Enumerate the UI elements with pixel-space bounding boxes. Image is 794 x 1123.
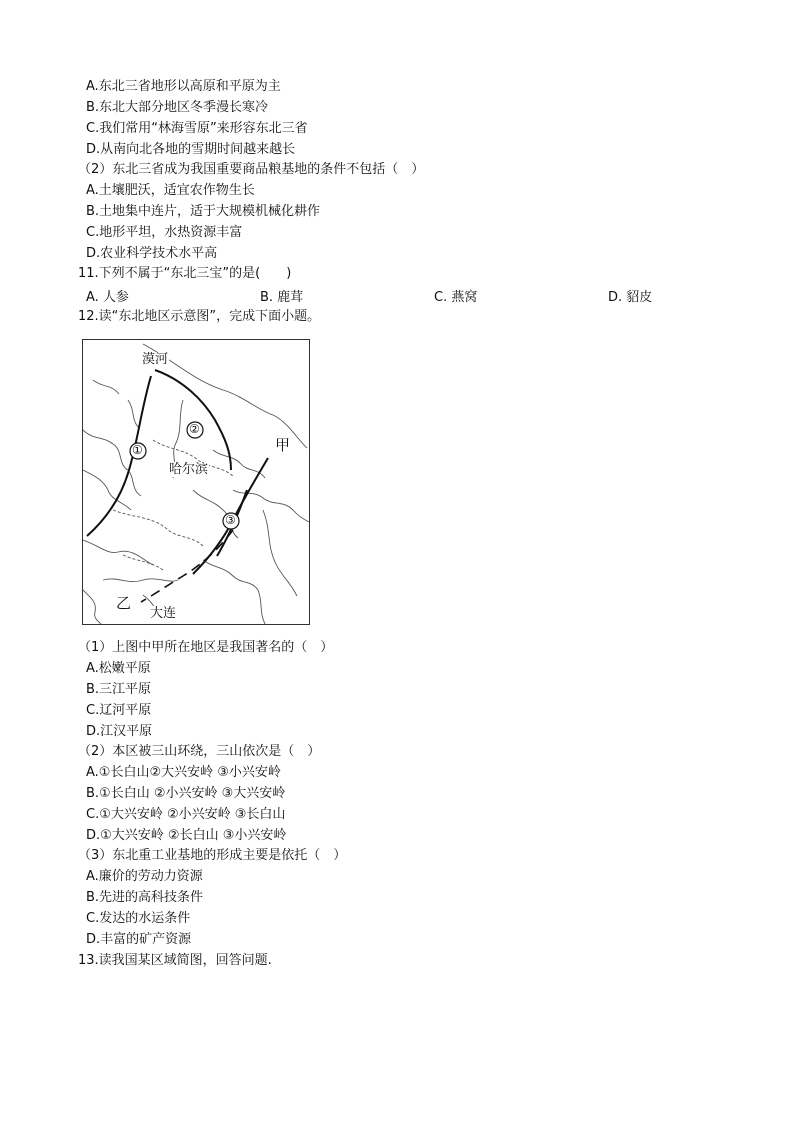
q12-3-option-d: D.丰富的矿产资源 [86, 932, 192, 947]
q12-2-option-b: B.①长白山 ②小兴安岭 ③大兴安岭 [86, 786, 286, 801]
q11-option-a: A. 人参 [86, 290, 129, 305]
q12-2-stem: （2）本区被三山环绕，三山依次是（ ） [78, 744, 321, 759]
q13-stem: 13.读我国某区域简图，回答问题. [78, 953, 272, 968]
q11-option-b: B. 鹿茸 [260, 290, 304, 305]
map-drawing [83, 340, 309, 624]
q12-2-option-d: D.①大兴安岭 ②长白山 ③小兴安岭 [86, 828, 287, 843]
q12-1-option-c: C.辽河平原 [86, 703, 152, 718]
q12-3-option-c: C.发达的水运条件 [86, 911, 191, 926]
q12-1-stem: （1）上图中甲所在地区是我国著名的（ ） [78, 640, 334, 655]
q12-1-option-b: B.三江平原 [86, 682, 152, 697]
q12-3-option-a: A.廉价的劳动力资源 [86, 869, 203, 884]
q10-1-option-c: C.我们常用“林海雪原”来形容东北三省 [86, 121, 308, 136]
q12-2-option-a: A.①长白山②大兴安岭 ③小兴安岭 [86, 765, 281, 780]
q10-1-option-b: B.东北大部分地区冬季漫长寒冷 [86, 100, 269, 115]
q12-3-option-b: B.先进的高科技条件 [86, 890, 204, 905]
q10-1-option-d: D.从南向北各地的雪期时间越来越长 [86, 142, 296, 157]
map-label-harbin: 哈尔滨 [169, 462, 209, 477]
q11-option-c: C. 燕窝 [434, 290, 478, 305]
q10-2-option-b: B.土地集中连片，适于大规模机械化耕作 [86, 204, 321, 219]
q12-2-option-c: C.①大兴安岭 ②小兴安岭 ③长白山 [86, 807, 286, 822]
northeast-map [82, 339, 310, 625]
q10-2-option-c: C.地形平坦，水热资源丰富 [86, 225, 243, 240]
q12-1-option-a: A.松嫩平原 [86, 661, 151, 676]
q10-2-option-d: D.农业科学技术水平高 [86, 246, 218, 261]
q12-stem: 12.读“东北地区示意图”，完成下面小题。 [78, 309, 321, 324]
q11-options [86, 286, 686, 303]
q11-option-d: D. 貂皮 [608, 290, 653, 305]
map-label-dalian: 大连 [150, 606, 177, 621]
map-label-mohe: 漠河 [142, 352, 169, 367]
q11-stem: 11.下列不属于“东北三宝”的是( ) [78, 266, 292, 281]
q10-2-stem: （2）东北三省成为我国重要商品粮基地的条件不包括（ ） [78, 162, 425, 177]
map-marker-1: ① [132, 443, 143, 457]
q12-3-stem: （3）东北重工业基地的形成主要是依托（ ） [78, 848, 347, 863]
map-marker-2: ② [189, 422, 200, 436]
q10-1-option-a: A.东北三省地形以高原和平原为主 [86, 79, 281, 94]
map-label-yi: 乙 [116, 594, 132, 612]
q12-1-option-d: D.江汉平原 [86, 724, 153, 739]
q10-2-option-a: A.土壤肥沃，适宜农作物生长 [86, 183, 255, 198]
map-label-jia: 甲 [275, 436, 291, 454]
map-marker-3: ③ [225, 513, 236, 527]
